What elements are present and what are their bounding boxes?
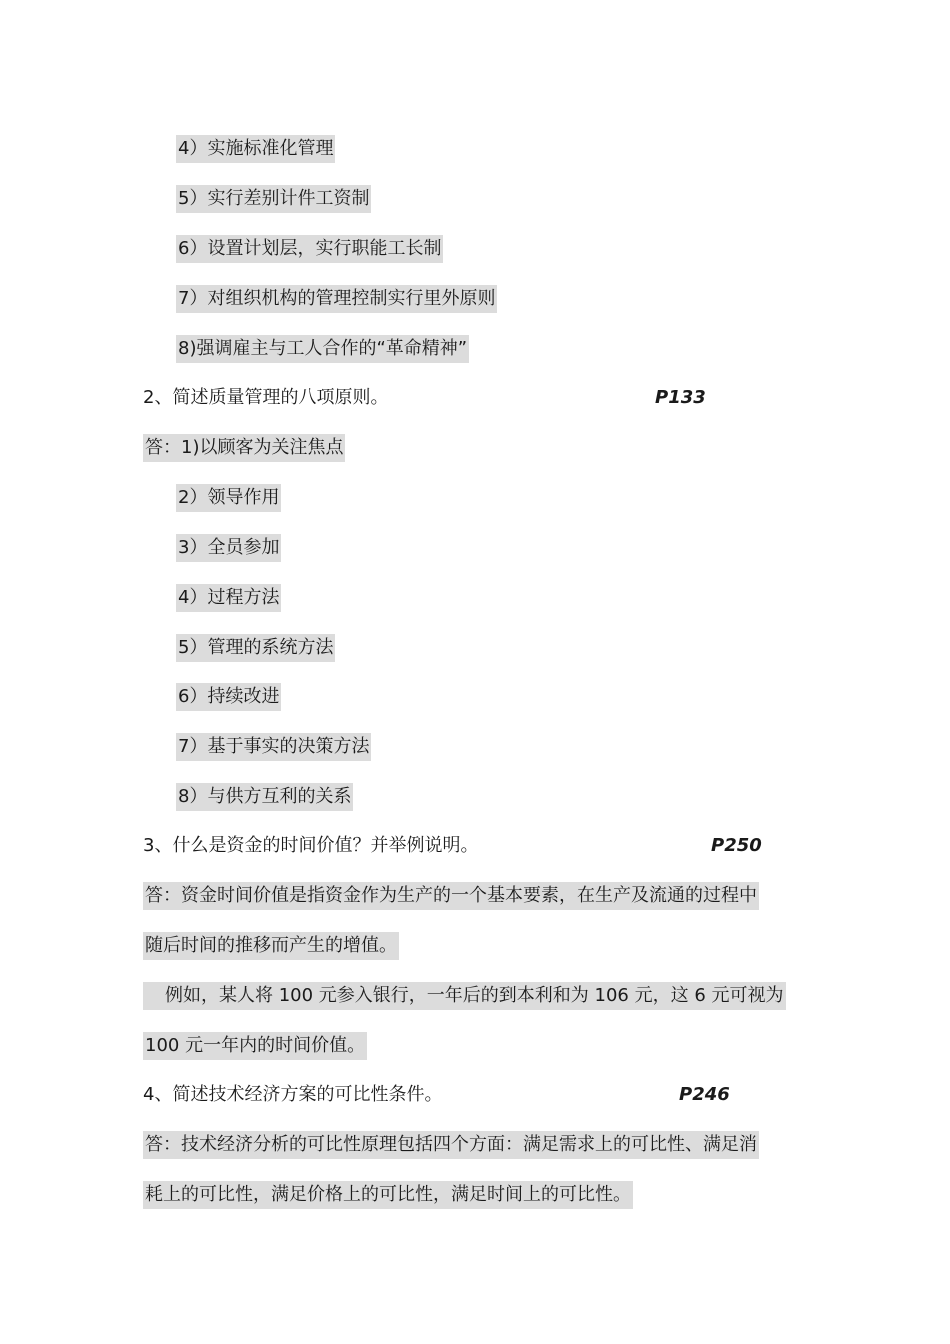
list-item: 7）对组织机构的管理控制实行里外原则 xyxy=(176,285,497,313)
list-item: 3）全员参加 xyxy=(176,534,281,562)
list-item: 6）持续改进 xyxy=(176,683,281,711)
list-item: 7）基于事实的决策方法 xyxy=(176,733,371,761)
answer-text: 耗上的可比性，满足价格上的可比性，满足时间上的可比性。 xyxy=(143,1181,633,1209)
list-item: 8)强调雇主与工人合作的“革命精神” xyxy=(176,335,469,363)
page-reference: P133 xyxy=(655,387,706,408)
question-heading: 2、简述质量管理的八项原则。 xyxy=(143,387,389,408)
answer-text: 随后时间的推移而产生的增值。 xyxy=(143,932,399,960)
question-heading: 4、简述技术经济方案的可比性条件。 xyxy=(143,1084,443,1105)
list-item: 8）与供方互利的关系 xyxy=(176,783,353,811)
question-heading: 3、什么是资金的时间价值？并举例说明。 xyxy=(143,835,479,856)
list-item: 5）实行差别计件工资制 xyxy=(176,185,371,213)
page-reference: P250 xyxy=(711,835,762,856)
list-item: 6）设置计划层，实行职能工长制 xyxy=(176,235,443,263)
page-reference: P246 xyxy=(679,1084,730,1105)
list-item: 2）领导作用 xyxy=(176,484,281,512)
list-item: 4）实施标准化管理 xyxy=(176,135,335,163)
answer-text: 答：资金时间价值是指资金作为生产的一个基本要素，在生产及流通的过程中 xyxy=(143,882,759,910)
answer-text: 答：1)以顾客为关注焦点 xyxy=(143,434,345,462)
list-item: 4）过程方法 xyxy=(176,584,281,612)
answer-text: 答：技术经济分析的可比性原理包括四个方面：满足需求上的可比性、满足消 xyxy=(143,1131,759,1159)
list-item: 5）管理的系统方法 xyxy=(176,634,335,662)
example-text: 100 元一年内的时间价值。 xyxy=(143,1032,367,1060)
example-text: 例如，某人将 100 元参入银行，一年后的到本利和为 106 元，这 6 元可视为 xyxy=(143,982,786,1010)
